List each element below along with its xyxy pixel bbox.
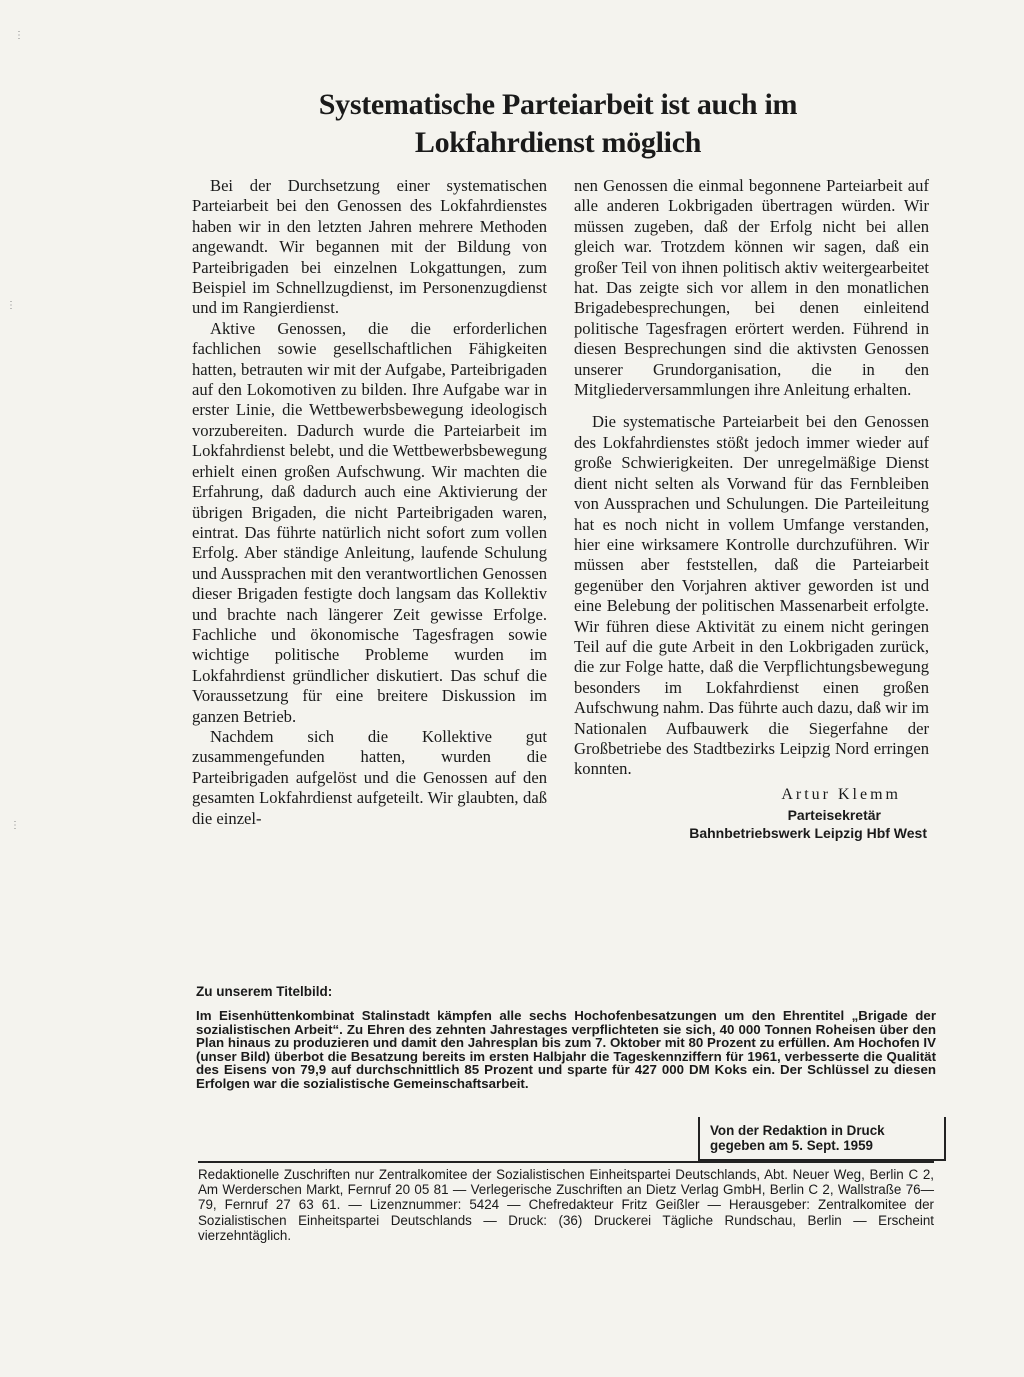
cover-caption-text: Im Eisenhüttenkombinat Stalinstadt kämpfen alle sechs Hochofenbesatzungen um den Ehrentitel „Brigade der sozialistischen Arbeit“. Zu Ehren des zehnten Jahrestages verpflichteten sie sich, 40 000 Tonnen Roheisen über den Plan hinaus zu produzieren und damit den Jahresplan bis zum 7. Oktober mit 80 Prozent zu erfüllen. Am Hochofen IV (unser Bild) überbot die Besatzung bereits im ersten Halbjahr die Tageskennziffern für 1961, verbesserte die Qualität des Eisens von 79,9 auf durchschnittlich 85 Prozent und sparte für 427 000 DM Koks ein. Der Schlüssel zu diesen Erfolgen war die sozialistische Gemeinschaftsarbeit. — [196, 1008, 936, 1091]
cover-caption — [196, 984, 936, 1090]
author-place: Bahnbetriebswerk Leipzig Hbf West — [689, 824, 927, 841]
scan-mark: ⋮ — [10, 820, 20, 831]
cover-caption-heading: Zu unserem Titelbild: — [196, 984, 333, 999]
paragraph: Die systematische Parteiarbeit bei den Genossen des Lokfahrdienstes stößt jedoch immer wieder auf große Schwierigkeiten. Der unregelmäßige Dienst dient nicht selten als Vorwand für das Fernbleiben von Aussprachen und Schulungen. Die Parteileitung hat es noch nicht in vollem Umfange verstanden, hier eine wirksamere Kontrolle durchzuführen. Wir müssen aber feststellen, daß die Parteiarbeit gegenüber den Vorjahren aktiver geworden ist und eine Belebung der politischen Massenarbeit erfolgte. Wir führen diese Aktivität zu einem nicht geringen Teil auf die gute Arbeit in den Lokbrigaden zurück, die zur Folge hatte, daß die Verpflichtungsbewegung besonders im Lokfahrdienst einen großen Aufschwung nahm. Das führte auch dazu, daß wir im Nationalen Aufbauwerk die Siegerfahne der Großbetriebe des Stadtbezirks Leipzig Nord erringen konnten. — [574, 412, 929, 779]
paragraph: Aktive Genossen, die die erforderlichen fachlichen sowie gesellschaftlichen Fähigkeiten hatten, betrauten wir mit der Aufgabe, Parteibrigaden auf den Lokomotiven zu bilden. Ihre Aufgabe war in erster Linie, die Wettbewerbsbewegung ideologisch vorzubereiten. Dadurch wurde die Parteiarbeit im Lokfahrdienst belebt, und die Wettbewerbsbewegung erhielt einen großen Aufschwung. Wir machten die Erfahrung, daß dadurch auch eine Aktivierung der übrigen Brigaden, die nicht Parteibrigaden waren, eintrat. Das führte natürlich nicht sofort zum vollen Erfolg. Aber ständige Anleitung, laufende Schulung und Aussprachen mit den verantwortlichen Genossen dieser Brigaden festigte doch langsam das Kollektiv und brachte nach längerer Zeit gewisse Erfolge. Fachliche und ökonomische Tagesfragen sowie wichtige politische Probleme wurden im Lokfahrdienst gründlicher diskutiert. Das schuf die Voraussetzung für eine breitere Diskussion im ganzen Betrieb. — [192, 318, 547, 726]
title-line-1: Systematische Parteiarbeit ist auch im — [318, 88, 798, 121]
print-date-box — [698, 1117, 946, 1161]
print-date-line-2: gegeben am 5. Sept. 1959 — [710, 1138, 873, 1153]
scan-mark: ⋮ — [6, 300, 16, 311]
paragraph: Bei der Durchsetzung einer systematischen Parteiarbeit bei den Genossen des Lokfahrdienstes haben wir in den letzten Jahren mehrere Methoden angewandt. Wir begannen mit der Bildung von Parteibrigaden bei einzelnen Lokgattungen, zum Beispiel im Schnellzugdienst, im Personenzugdienst und im Rangierdienst. — [192, 176, 547, 318]
article-column-left — [192, 176, 547, 829]
imprint: Redaktionelle Zuschriften nur Zentralkomitee der Sozialistischen Einheitspartei Deutschlands, Abt. Neuer Weg, Berlin C 2, Am Werderschen Markt, Fernruf 20 05 81 — Verlegerische Zuschriften an Dietz Verlag GmbH, Berlin C 2, Wallstraße 76—79, Fernruf 27 63 61. — Lizenznummer: 5424 — Chefredakteur Fritz Geißler — Herausgeber: Zentralkomitee der Sozialistischen Einheitspartei Deutschlands — Druck: (36) Druckerei Tägliche Rundschau, Berlin — Erscheint vierzehntäglich. — [198, 1161, 934, 1243]
author-signature — [574, 784, 929, 842]
paragraph: Nachdem sich die Kollektive gut zusammengefunden hatten, wurden die Parteibrigaden aufgelöst und die Genossen auf den gesamten Lokfahrdienst aufgeteilt. Wir glaubten, daß die einzel- — [192, 726, 547, 828]
author-name: Artur Klemm — [781, 785, 901, 803]
title-line-2: Lokfahrdienst möglich — [414, 126, 702, 159]
scan-mark: ⋮ — [14, 30, 24, 41]
print-date-line-1: Von der Redaktion in Druck — [710, 1123, 885, 1138]
article-title — [190, 86, 926, 162]
article-column-right — [574, 176, 929, 842]
author-role: Parteisekretär — [787, 806, 881, 823]
paragraph: nen Genossen die einmal begonnene Parteiarbeit auf alle anderen Lokbrigaden übertragen würden. Wir müssen zugeben, daß der Erfolg nicht bei allen gleich war. Trotzdem können wir sagen, daß ein großer Teil von ihnen politisch aktiv weitergearbeitet hat. Das zeigte sich vor allem in den monatlichen Brigadebesprechungen, bei denen einleitend politische Tagesfragen erörtert werden. Führend in diesen Besprechungen sind die aktivsten Genossen unserer Grundorganisation, die in den Mitgliederversammlungen ihre Anleitung erhalten. — [574, 176, 929, 400]
